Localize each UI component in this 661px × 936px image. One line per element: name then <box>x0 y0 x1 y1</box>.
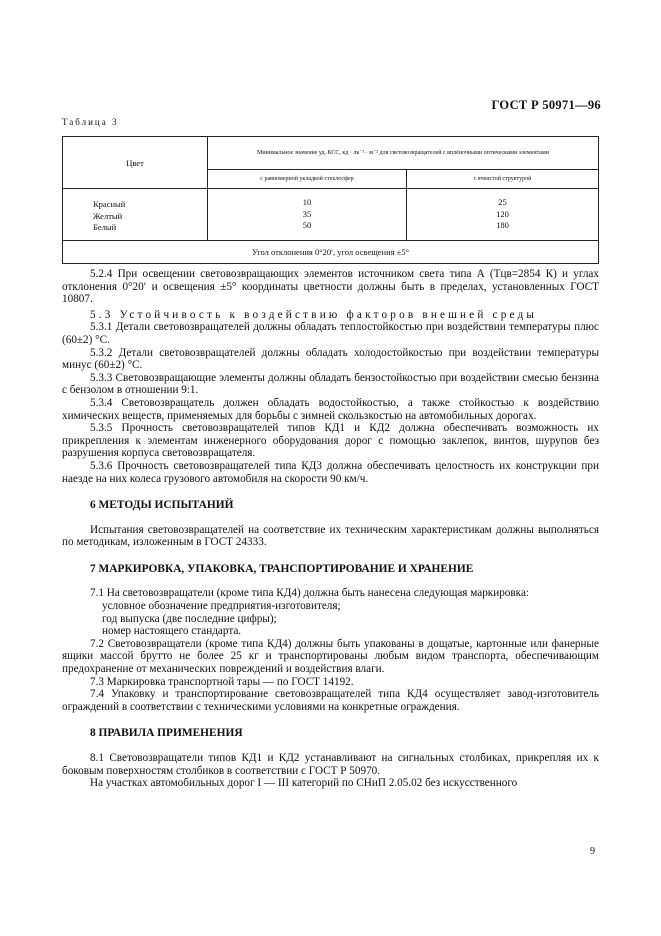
body-text <box>62 268 599 790</box>
table-cell: 120 <box>496 208 509 219</box>
header-color: Цвет <box>63 137 208 189</box>
table-cell: 25 <box>498 197 507 207</box>
values-uniform <box>208 189 407 241</box>
paragraph-8-1-cont: На участках автомобильных дорог I — III категорий по СНиП 2.05.02 без искусственного <box>90 777 518 790</box>
list-item: номер настоящего стандарта. <box>102 625 242 638</box>
values-cellular <box>407 189 599 241</box>
paragraph-5-3-4: 5.3.4 Световозвращатель должен обладать водостойкостью, а также стойкостью к воздействию химических веществ, применяемых для борьбы с зимней скользкостью на автомобильных дорогах. <box>62 396 599 422</box>
header-min-value-text: Минимальное значение уд. КСС, кд · лк⁻¹ · м⁻² для световозвращателей с вплёночными оптическими элементами <box>257 150 549 156</box>
table-cell: Желтый <box>93 210 123 221</box>
table-cell: 10 <box>302 197 312 207</box>
paragraph-7-4: 7.4 Упаковку и транспортирование световозвращателей типа КД4 осуществляет завод-изготовитель ограждений в соответствии с техническими условиями на конкретные ограждения. <box>62 688 599 713</box>
table-cell: 35 <box>302 208 312 219</box>
paragraph-6: Испытания световозвращателей на соответствие их техническим характеристикам должны выполняться по методикам, изложенным в ГОСТ 24333. <box>62 523 599 549</box>
table-cell: 50 <box>302 220 312 230</box>
color-names <box>63 189 208 241</box>
paragraph-8-1: 8.1 Световозвращатели типов КД1 и КД2 устанавливают на сигнальных столбиках, прикрепляя их к боковым поверхностям столбиков в соответствии с ГОСТ Р 50970. <box>62 752 599 777</box>
paragraph-5-3-3: 5.3.3 Световозвращающие элементы должны обладать бензостойкостью при воздействии смесью бензина с бензолом в отношении 9:1. <box>62 371 599 397</box>
table-cell: Красный <box>93 199 126 209</box>
heading-section-6: 6 МЕТОДЫ ИСПЫТАНИЙ <box>90 499 234 512</box>
list-item: условное обозначение предприятия-изготовителя; <box>102 600 341 613</box>
paragraph-5-3-6: 5.3.6 Прочность световозвращателей типа КД3 должна обеспечивать целостность их конструкции при наезде на них колеса грузового автомобиля на скорости 90 км/ч. <box>62 459 599 485</box>
paragraph-5-3-2: 5.3.2 Детали световозвращателей должны обладать холодостойкостью при воздействии температуры минус (60±2) °С. <box>62 346 599 372</box>
paragraph-5-3-1: 5.3.1 Детали световозвращателей должны обладать теплостойкостью при воздействии температуры плюс (60±2) °С. <box>62 321 599 346</box>
table-3 <box>62 136 599 264</box>
subheader-uniform: с равномерной укладкой стеклосфер <box>208 170 407 189</box>
paragraph-7-3: 7.3 Маркировка транспортной тары — по ГОСТ 14192. <box>90 675 354 688</box>
paragraph-7-2: 7.2 Световозвращатели (кроме типа КД4) должны быть упакованы в дощатые, картонные или фанерные ящики массой брутто не более 25 кг и транспортированы любым видом транспорта, обеспечивающим предохранение от механических повреждений и воздействия влаги. <box>62 637 599 676</box>
table-caption: Таблица 3 <box>62 117 119 127</box>
heading-section-8: 8 ПРАВИЛА ПРИМЕНЕНИЯ <box>90 727 243 740</box>
paragraph-5-3-5: 5.3.5 Прочность световозвращателей типов КД1 и КД2 должна обеспечивать возможность их прикрепления к элементам инженерного оборудования дорог с помощью заклепок, винтов, шурупов без разрушения корпуса световозвращателя. <box>62 422 599 460</box>
angle-note: Угол отклонения 0°20′, угол освещения ±5° <box>63 240 599 263</box>
subheader-cellular: с ячеистой структурой <box>407 170 599 189</box>
document-id: ГОСТ Р 50971—96 <box>491 98 601 112</box>
header-min-value <box>208 137 599 170</box>
paragraph-5-2-4: 5.2.4 При освещении световозвращающих элементов источником света типа А (Tцв=2854 К) и углах отклонения 0°20′ и освещения ±5° координаты цветности должны быть в пределах, установленных ГОСТ 10807. <box>62 268 599 306</box>
page-number: 9 <box>590 846 595 857</box>
list-item: год выпуска (две последние цифры); <box>102 612 277 625</box>
paragraph-5-3: 5.3 Устойчивость к воздействию факторов внешней среды <box>90 308 538 321</box>
table-cell: Белый <box>93 222 117 232</box>
table-cell: 180 <box>496 220 509 230</box>
paragraph-7-1: 7.1 На световозвращатели (кроме типа КД4) должна быть нанесена следующая маркировка: <box>90 587 530 600</box>
heading-section-7: 7 МАРКИРОВКА, УПАКОВКА, ТРАНСПОРТИРОВАНИЕ И ХРАНЕНИЕ <box>90 562 474 575</box>
